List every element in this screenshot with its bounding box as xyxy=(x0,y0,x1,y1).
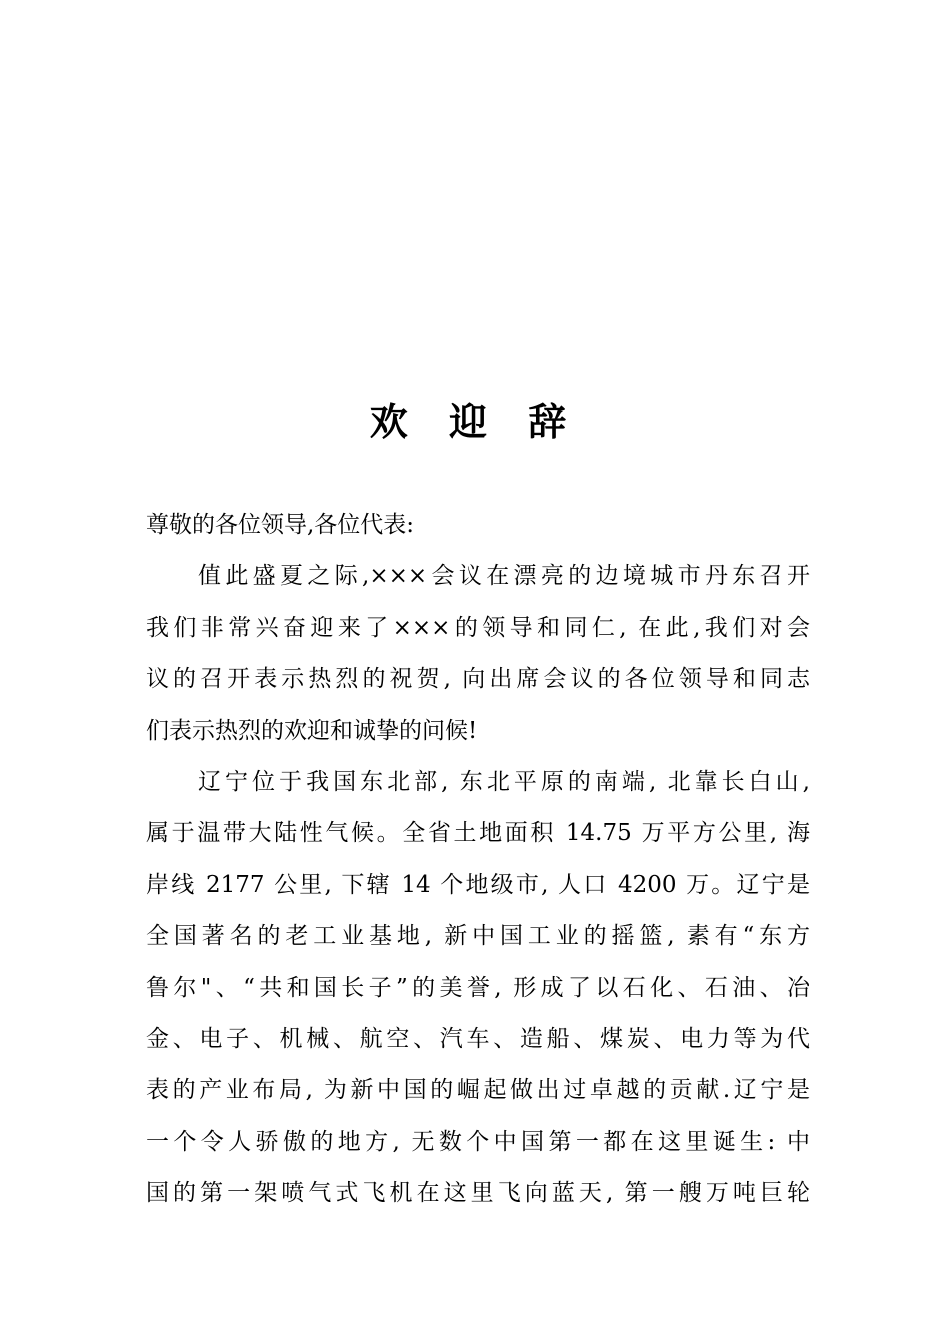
paragraph-2 xyxy=(146,757,810,1220)
paragraph-line: 们表示热烈的欢迎和诚挚的问候! xyxy=(146,717,478,744)
paragraph-1 xyxy=(146,551,810,757)
salutation: 尊敬的各位领导,各位代表: xyxy=(146,512,415,538)
paragraph-line: 值此盛夏之际,×××会议在漂亮的边境城市丹东召开 xyxy=(198,563,810,590)
paragraph-line: 表的产业布局, 为新中国的崛起做出过卓越的贡献.辽宁是 xyxy=(146,1077,810,1104)
paragraph-line: 议的召开表示热烈的祝贺, 向出席会议的各位领导和同志 xyxy=(146,666,810,693)
paragraph-line: 岸线 2177 公里, 下辖 14 个地级市, 人口 4200 万。辽宁是 xyxy=(146,871,810,898)
paragraph-line: 全国著名的老工业基地, 新中国工业的摇篮, 素有“东方 xyxy=(146,923,810,950)
paragraph-line: 属于温带大陆性气候。全省土地面积 14.75 万平方公里, 海 xyxy=(146,820,810,847)
paragraph-line: 国的第一架喷气式飞机在这里飞向蓝天, 第一艘万吨巨轮 xyxy=(146,1180,810,1207)
document-title: 欢 迎 辞 xyxy=(369,399,581,444)
paragraph-line: 我们非常兴奋迎来了×××的领导和同仁, 在此,我们对会 xyxy=(146,614,810,641)
paragraph-line: 一个令人骄傲的地方, 无数个中国第一都在这里诞生: 中 xyxy=(146,1128,810,1155)
paragraph-line: 辽宁位于我国东北部, 东北平原的南端, 北靠长白山, xyxy=(198,768,810,795)
paragraph-line: 鲁尔"、“共和国长子”的美誉, 形成了以石化、石油、冶 xyxy=(146,974,810,1001)
paragraph-line: 金、电子、机械、航空、汽车、造船、煤炭、电力等为代 xyxy=(146,1025,810,1052)
document-body xyxy=(146,500,810,1219)
